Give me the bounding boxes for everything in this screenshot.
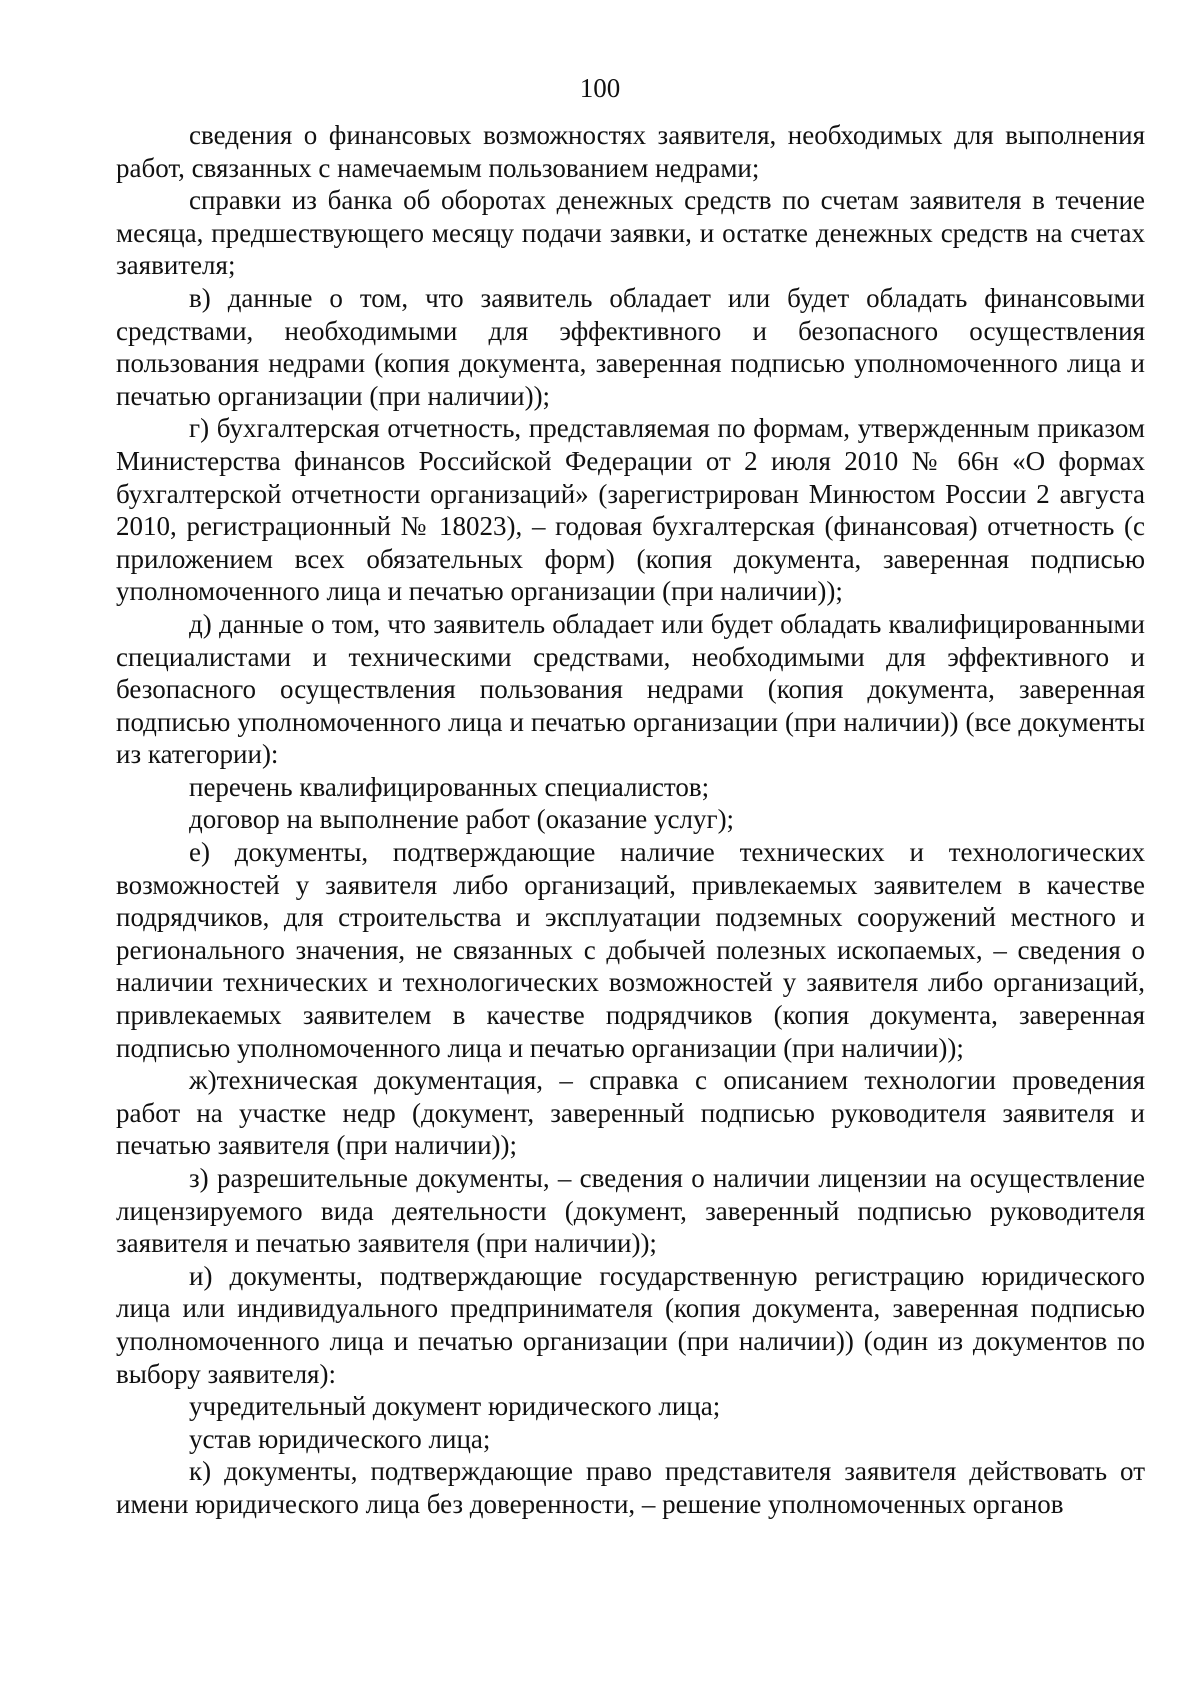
paragraph-founding-document: учредительный документ юридического лица;: [189, 1391, 721, 1422]
paragraph-item-k: к) документы, подтверждающие право представителя заявителя действовать от имени юридического лица без доверенности, – решение уполномоченных органов: [116, 1456, 1145, 1519]
paragraph-service-contract: договор на выполнение работ (оказание услуг);: [189, 804, 735, 835]
paragraph-item-g: г) бухгалтерская отчетность, представляемая по формам, утвержденным приказом Министерства финансов Российской Федерации от 2 июля 2010 № 66н «О формах бухгалтерской отчетности организаций» (зарегистрирован Минюстом России 2 августа 2010, регистрационный № 18023), – годовая бухгалтерская (финансовая) отчетность (с приложением всех обязательных форм) (копия документа, заверенная подписью уполномоченного лица и печатью организации (при наличии));: [116, 413, 1145, 607]
paragraph-item-d: д) данные о том, что заявитель обладает или будет обладать квалифицированными специалистами и техническими средствами, необходимыми для эффективного и безопасного осуществления пользования недрами (копия документа, заверенная подписью уполномоченного лица и печатью организации (при наличии)) (все документы из категории):: [116, 608, 1145, 770]
paragraph-item-e: е) документы, подтверждающие наличие технических и технологических возможностей у заявителя либо организаций, привлекаемых заявителем в качестве подрядчиков, для строительства и эксплуатации подземных сооружений местного и регионального значения, не связанных с добычей полезных ископаемых, – сведения о наличии технических и технологических возможностей у заявителя либо организаций, привлекаемых заявителем в качестве подрядчиков (копия документа, заверенная подписью уполномоченного лица и печатью организации (при наличии));: [116, 837, 1145, 1063]
paragraph-financial-info: сведения о финансовых возможностях заявителя, необходимых для выполнения работ, связанных с намечаемым пользованием недрами;: [116, 120, 1145, 183]
document-body: [116, 119, 1145, 1521]
paragraph-item-i: и) документы, подтверждающие государственную регистрацию юридического лица или индивидуального предпринимателя (копия документа, заверенная подписью уполномоченного лица и печатью организации (при наличии)) (один из документов по выбору заявителя):: [116, 1260, 1145, 1389]
paragraph-item-z: з) разрешительные документы, – сведения о наличии лицензии на осуществление лицензируемого вида деятельности (документ, заверенный подписью руководителя заявителя и печатью заявителя (при наличии));: [116, 1163, 1145, 1259]
paragraph-charter: устав юридического лица;: [189, 1423, 491, 1454]
paragraph-bank-statements: справки из банка об оборотах денежных средств по счетам заявителя в течение месяца, предшествующего месяцу подачи заявки, и остатке денежных средств на счетах заявителя;: [116, 185, 1145, 281]
paragraph-item-v: в) данные о том, что заявитель обладает или будет обладать финансовыми средствами, необходимыми для эффективного и безопасного осуществления пользования недрами (копия документа, заверенная подписью уполномоченного лица и печатью организации (при наличии));: [116, 282, 1145, 411]
paragraph-specialists-list: перечень квалифицированных специалистов;: [189, 771, 710, 802]
page-number: 100: [579, 73, 621, 103]
paragraph-item-zh: ж)техническая документация, – справка с описанием технологии проведения работ на участке недр (документ, заверенный подписью руководителя заявителя и печатью заявителя (при наличии));: [116, 1065, 1145, 1161]
